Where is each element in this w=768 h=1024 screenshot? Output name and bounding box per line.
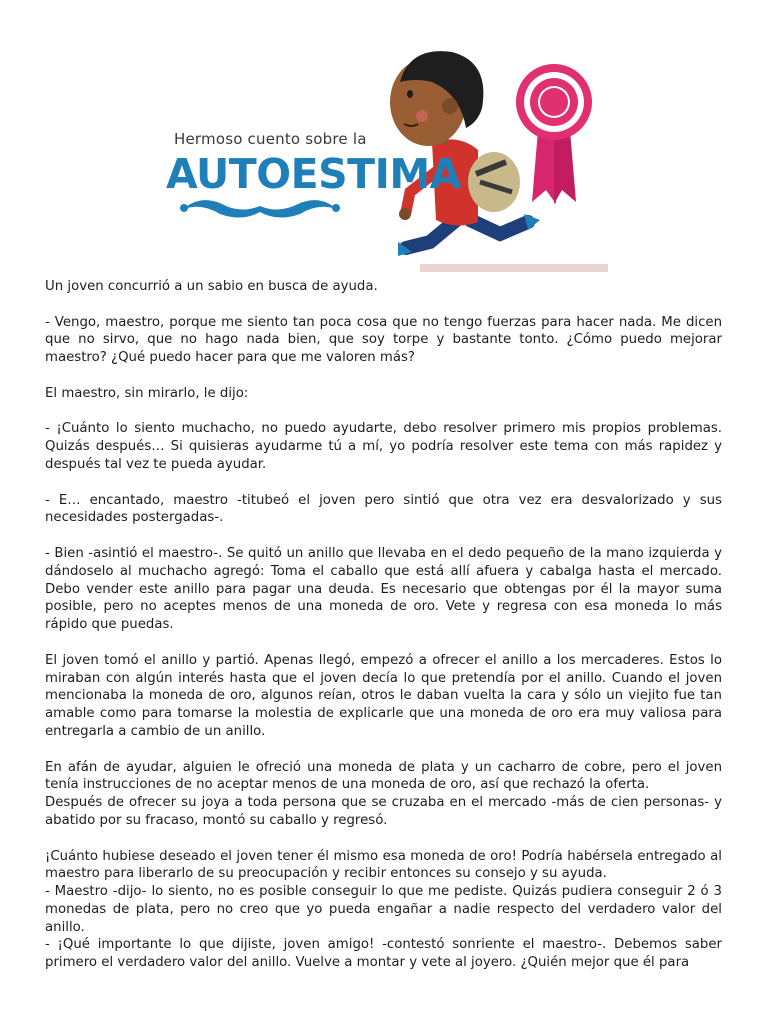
- paragraph: ¡Cuánto hubiese deseado el joven tener él mismo esa moneda de oro! Podría habérsela entregado al maestro para liberarlo de su preocupación y recibir entonces su consejo y su ayuda.: [45, 848, 722, 882]
- paragraph: Después de ofrecer su joya a toda persona que se cruzaba en el mercado -más de cien personas- y abatido por su fracaso, montó su caballo y regresó.: [45, 795, 722, 828]
- story-text: [45, 278, 722, 972]
- header-illustration: [160, 42, 608, 272]
- paragraph: - Bien -asintió el maestro-. Se quitó un anillo que llevaba en el dedo pequeño de la mano izquierda y dándoselo al muchacho agregó: Toma el caballo que está allí afuera y cabalga hasta el mercado. Debo vender este anillo para pagar una deuda. Es necesario que obtengas por él la mayor suma posible, pero no aceptes menos de una moneda de oro. Vete y regresa con esa moneda lo más rápido que puedas.: [45, 545, 722, 633]
- paragraph: - Vengo, maestro, porque me siento tan poca cosa que no tengo fuerzas para hacer nada. Me dicen que no sirvo, que no hago nada bien, que soy torpe y bastante tonto. ¿Cómo puedo mejorar maestro? ¿Qué puedo hacer para que me valoren más?: [45, 314, 722, 366]
- paragraph: - Maestro -dijo- lo siento, no es posible conseguir lo que me pediste. Quizás pudiera conseguir 2 ó 3 monedas de plata, pero no creo que yo pueda engañar a nadie respecto del verdadero valor del anillo.: [45, 884, 722, 935]
- paragraph: Un joven concurrió a un sabio en busca de ayuda.: [45, 279, 378, 294]
- backpack: [468, 152, 520, 212]
- paragraph: El maestro, sin mirarlo, le dijo:: [45, 385, 249, 401]
- paragraph: En afán de ayudar, alguien le ofreció una moneda de plata y un cacharro de cobre, pero el joven tenía instrucciones de no aceptar menos de una moneda de oro, así que rechazó la oferta.: [45, 759, 722, 793]
- paragraph: - ¡Cuánto lo siento muchacho, no puedo ayudarte, debo resolver primero mis propios problemas. Quizás después… Si quisieras ayudarme tú a mí, yo podría resolver este tema con más rapidez y después tal vez te pueda ayudar.: [45, 421, 722, 472]
- mustache-decoration: [182, 200, 338, 217]
- award-ribbon-icon: [516, 64, 592, 204]
- paragraph: - E… encantado, maestro -titubeó el joven pero sintió que otra vez era desvalorizado y sus necesidades postergadas-.: [45, 492, 722, 526]
- paragraph: - ¡Qué importante lo que dijiste, joven amigo! -contestó sonriente el maestro-. Debemos saber primero el verdadero valor del anillo. Vuelve a montar y vete al joyero. ¿Quién mejor que él para: [45, 937, 722, 971]
- banner-title: AUTOESTIMA: [166, 150, 461, 198]
- ground-stripe: [420, 264, 608, 272]
- paragraph: El joven tomó el anillo y partió. Apenas llegó, empezó a ofrecer el anillo a los mercaderes. Estos lo miraban con algún interés hasta que el joven decía lo que pretendía por el anillo. Cuando el joven mencionaba la moneda de oro, algunos reían, otros le daban vuelta la cara y sólo un viejito fue tan amable como para tomarse la molestia de explicarle que una moneda de oro era muy valiosa para entregarla a cambio de un anillo.: [45, 652, 722, 739]
- banner-subtitle: Hermoso cuento sobre la: [174, 130, 367, 148]
